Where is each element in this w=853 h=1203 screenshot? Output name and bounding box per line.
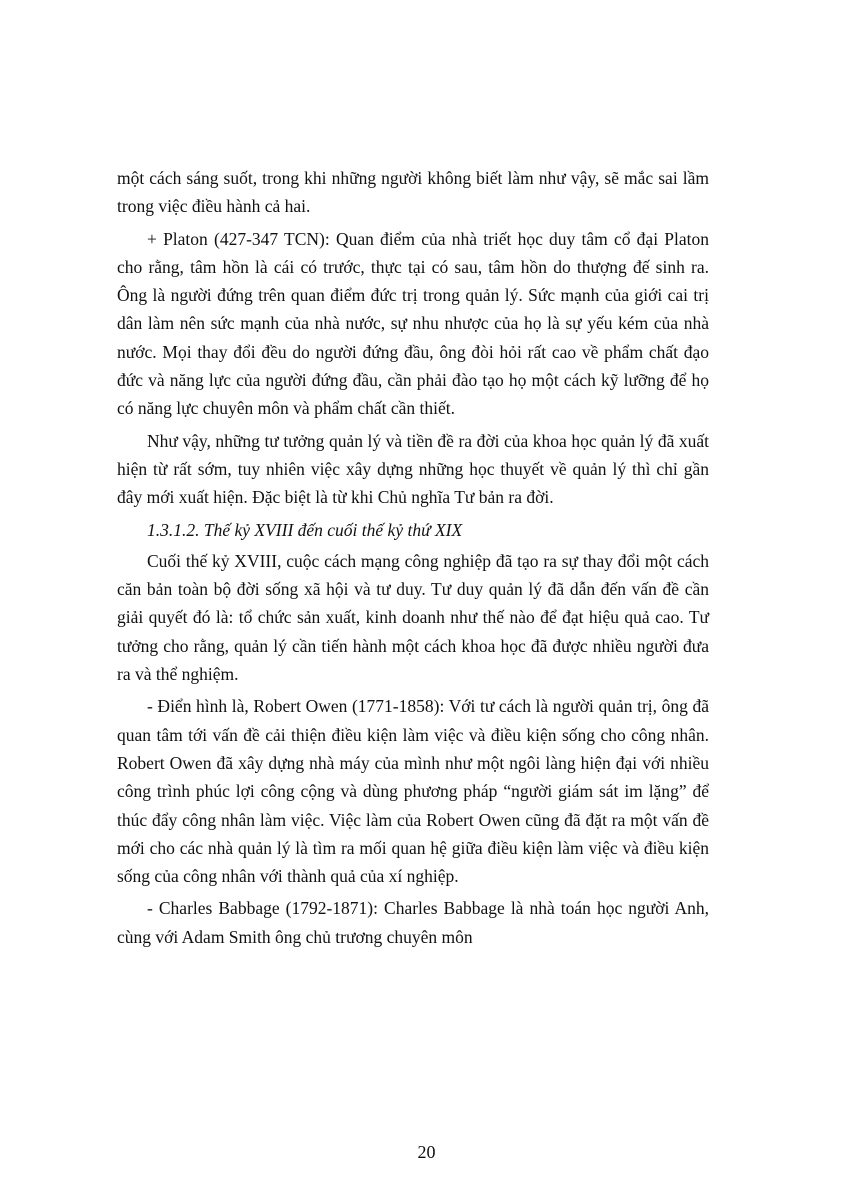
paragraph-charles-babbage: - Charles Babbage (1792-1871): Charles Babbage là nhà toán học người Anh, cùng với Adam Smith ông chủ trương chuyên môn [117, 898, 709, 947]
body-text [117, 164, 709, 951]
section-heading: 1.3.1.2. Thế kỷ XVIII đến cuối thế kỷ thứ XIX [147, 519, 463, 540]
paragraph-continuation: một cách sáng suốt, trong khi những người không biết làm như vậy, sẽ mắc sai lầm trong việc điều hành cả hai. [117, 168, 709, 217]
paragraph-robert-owen: - Điển hình là, Robert Owen (1771-1858): Với tư cách là người quản trị, ông đã quan tâm tới vấn đề cải thiện điều kiện làm việc và điều kiện sống cho công nhân. Robert Owen đã xây dựng nhà máy của mình như một ngôi làng hiện đại với nhiều công trình phúc lợi công cộng và dùng phương pháp “người giám sát im lặng” để thúc đẩy công nhân làm việc. Việc làm của Robert Owen cũng đã đặt ra một vấn đề mới cho các nhà quản lý là tìm ra mối quan hệ giữa điều kiện làm việc và điều kiện sống của công nhân với thành quả của xí nghiệp. [117, 696, 709, 887]
page-number: 20 [417, 1142, 436, 1162]
paragraph-platon: + Platon (427-347 TCN): Quan điểm của nhà triết học duy tâm cổ đại Platon cho rằng, tâm hồn là cái có trước, thực tại có sau, tâm hồn do thượng đế sinh ra. Ông là người đứng trên quan điểm đức trị trong quản lý. Sức mạnh của giới cai trị dân làm nên sức mạnh của nhà nước, sự nhu nhược của họ là sự yếu kém của nhà nước. Mọi thay đổi đều do người đứng đầu, ông đòi hỏi rất cao về phẩm chất đạo đức và năng lực của người đứng đầu, cần phải đào tạo họ một cách kỹ lưỡng để họ có năng lực chuyên môn và phẩm chất cần thiết. [117, 228, 709, 419]
paragraph-summary: Như vậy, những tư tưởng quản lý và tiền đề ra đời của khoa học quản lý đã xuất hiện từ rất sớm, tuy nhiên việc xây dựng những học thuyết về quản lý thì chỉ gần đây mới xuất hiện. Đặc biệt là từ khi Chủ nghĩa Tư bản ra đời. [117, 430, 709, 508]
paragraph-industrial-revolution: Cuối thế kỷ XVIII, cuộc cách mạng công nghiệp đã tạo ra sự thay đổi một cách căn bản toàn bộ đời sống xã hội và tư duy. Tư duy quản lý đã dẫn đến vấn đề cần giải quyết đó là: tổ chức sản xuất, kinh doanh như thế nào để đạt hiệu quả cao. Tư tưởng cho rằng, quản lý cần tiến hành một cách khoa học đã được nhiều người đưa ra và thể nghiệm. [117, 550, 709, 685]
